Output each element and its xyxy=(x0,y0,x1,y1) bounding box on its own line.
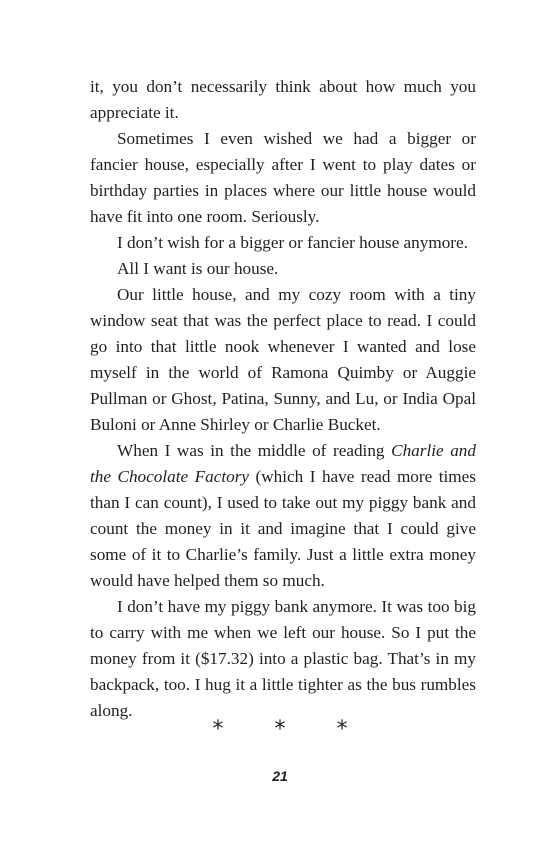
paragraph-text: (which I have read more times than I can count), I used to take out my piggy bank and count the money in it and imagine that I could give some of it to Charlie’s family. Just a little extra money would have helped them so much. xyxy=(90,467,476,590)
paragraph: Our little house, and my cozy room with a tiny window seat that was the perfect place to read. I could go into that little nook whenever I wanted and lose myself in the world of Ramona Quimby or Auggie Pullman or Ghost, Patina, Sunny, and Lu, or India Opal Buloni or Anne Shirley or Charlie Bucket. xyxy=(90,285,476,434)
paragraph: All I want is our house. xyxy=(117,259,279,278)
book-title: Charlie and the Chocolate Factory xyxy=(90,441,476,486)
paragraph: I don’t wish for a bigger or fancier house anymore. xyxy=(117,233,468,252)
paragraph-text: When I was in the middle of reading xyxy=(117,441,392,460)
paragraph xyxy=(90,438,476,594)
section-break: * * * xyxy=(212,717,370,742)
paragraph: I don’t have my piggy bank anymore. It was too big to carry with me when we left our house. So I put the money from it ($17.32) into a plastic bag. That’s in my backpack, too. I hug it a little tighter as the bus rumbles along. xyxy=(90,597,476,720)
paragraph: it, you don’t necessarily think about how much you appreciate it. xyxy=(90,77,476,122)
page-number: 21 xyxy=(272,768,288,784)
page-body xyxy=(90,74,476,724)
paragraph: Sometimes I even wished we had a bigger or fancier house, especially after I went to play dates or birthday parties in places where our little house would have fit into one room. Seriously. xyxy=(90,129,476,226)
